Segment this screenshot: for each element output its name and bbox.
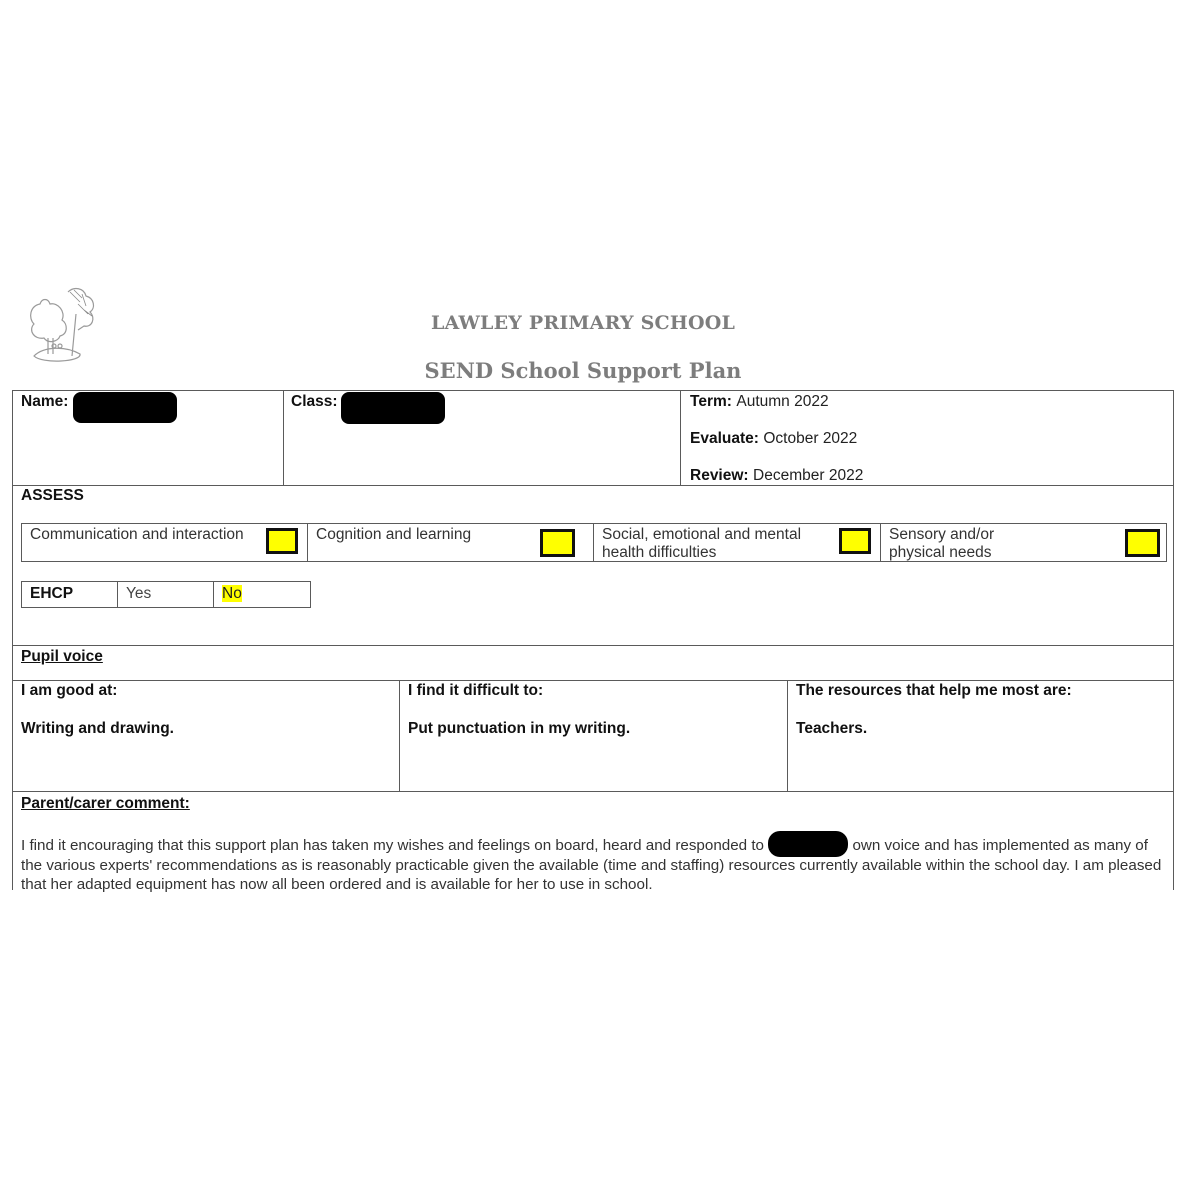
evaluate-label: Evaluate: — [690, 430, 759, 447]
ehcp-table — [21, 581, 311, 608]
evaluate-value: October 2022 — [763, 430, 858, 447]
checkbox-communication[interactable] — [266, 528, 298, 554]
assess-area-communication — [22, 524, 308, 561]
assess-area-label: Sensory and/or physical needs — [889, 526, 995, 561]
review-field — [690, 467, 863, 485]
support-plan-table — [12, 390, 1174, 890]
review-value: December 2022 — [753, 467, 864, 484]
assess-areas — [21, 523, 1167, 562]
class-redaction — [341, 392, 445, 424]
assess-heading: ASSESS — [21, 487, 84, 504]
parent-comment-part2: own voice and has implemented as many of the various experts' recommendations as is reasonably practicable given the available (time and staffing) resources currently available within the school day. I am pleased that her adapted equipment has now all been ordered and is available for her to use in school. — [21, 837, 1162, 893]
divider — [13, 791, 1173, 792]
difficult-value: Put punctuation in my writing. — [408, 720, 631, 737]
assess-area-social-emotional — [594, 524, 881, 561]
ehcp-option-no[interactable] — [214, 582, 310, 607]
resources-label: The resources that help me most are: — [796, 682, 1072, 699]
ehcp-selected-highlight: No — [222, 585, 242, 602]
ehcp-label: EHCP — [22, 582, 118, 607]
divider — [283, 391, 284, 486]
name-redaction — [73, 392, 177, 423]
divider — [13, 645, 1173, 646]
parent-comment-redaction — [768, 831, 848, 857]
checkbox-cognition[interactable] — [540, 529, 575, 557]
divider — [13, 485, 1173, 486]
assess-area-sensory-physical — [881, 524, 1165, 561]
assess-area-label: Communication and interaction — [30, 526, 244, 543]
ehcp-option-yes[interactable]: Yes — [118, 582, 214, 607]
parent-comment-text — [21, 831, 1166, 894]
review-label: Review: — [690, 467, 749, 484]
name-label: Name: — [21, 393, 69, 410]
pupil-voice-heading: Pupil voice — [21, 648, 103, 665]
class-field — [291, 393, 338, 411]
assess-area-label: Cognition and learning — [316, 526, 472, 543]
good-at-value: Writing and drawing. — [21, 720, 174, 737]
plan-title: SEND School Support Plan — [424, 358, 742, 383]
resources-value: Teachers. — [796, 720, 868, 737]
school-name: LAWLEY PRIMARY SCHOOL — [430, 312, 736, 334]
term-field — [690, 393, 829, 411]
assess-area-label: Social, emotional and mental health difficulties — [602, 526, 802, 561]
class-label: Class: — [291, 393, 338, 410]
evaluate-field — [690, 430, 857, 448]
parent-comment-part1: I find it encouraging that this support plan has taken my wishes and feelings on board, heard and responded to — [21, 837, 764, 854]
assess-area-cognition — [308, 524, 594, 561]
term-label: Term: — [690, 393, 732, 410]
divider — [13, 680, 1173, 681]
divider — [399, 680, 400, 792]
parent-comment-heading: Parent/carer comment: — [21, 795, 190, 812]
difficult-label: I find it difficult to: — [408, 682, 544, 699]
divider — [787, 680, 788, 792]
name-field — [21, 393, 68, 411]
divider — [680, 391, 681, 486]
good-at-label: I am good at: — [21, 682, 118, 699]
checkbox-sensory-physical[interactable] — [1125, 529, 1160, 557]
checkbox-social-emotional[interactable] — [839, 528, 871, 554]
term-value: Autumn 2022 — [736, 393, 829, 410]
